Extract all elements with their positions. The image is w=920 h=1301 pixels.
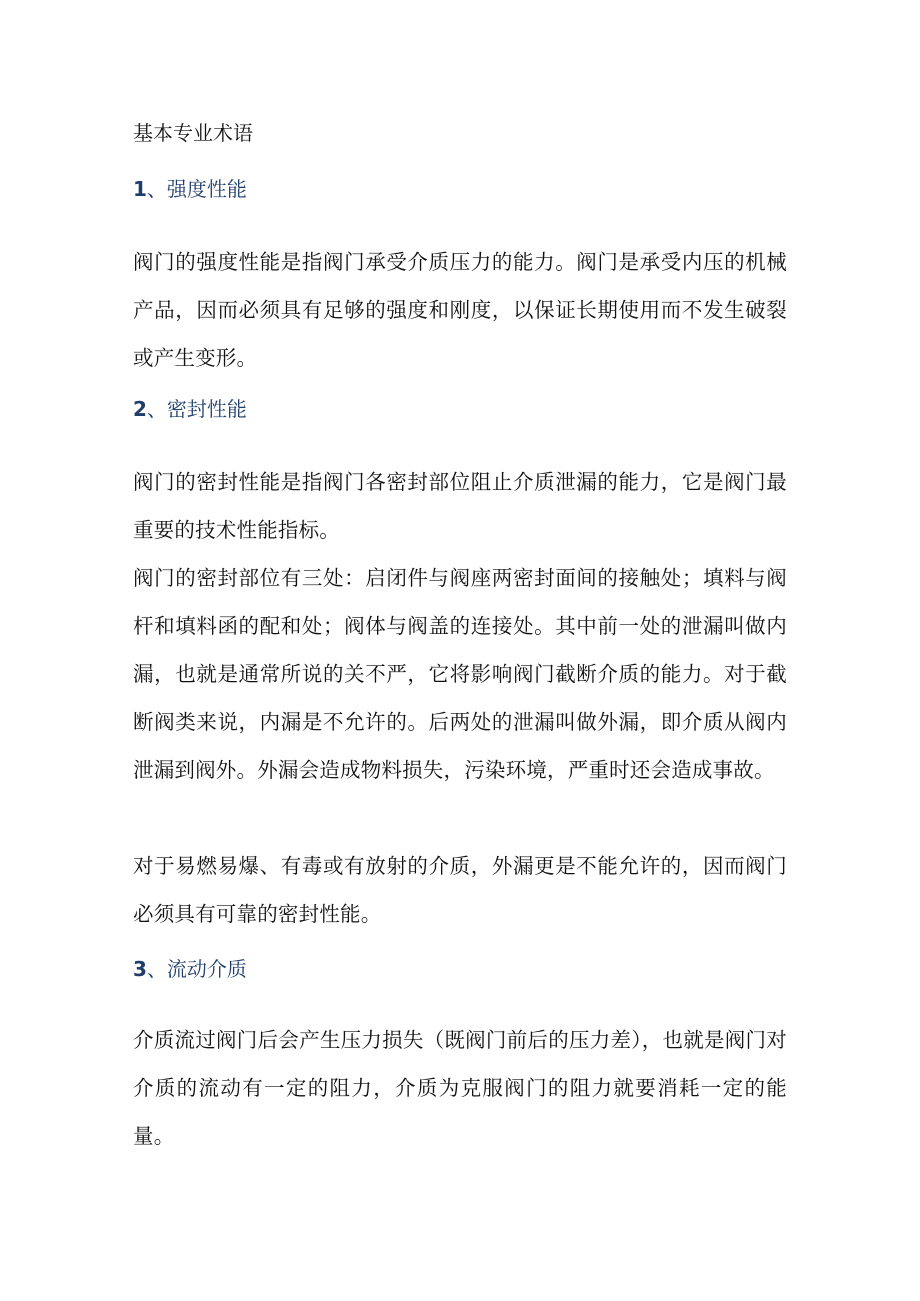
section-3-separator: 、 (146, 957, 167, 981)
section-1-paragraph-1: 阀门的强度性能是指阀门承受介质压力的能力。阀门是承受内压的机械产品，因而必须具有足够的强度和刚度，以保证长期使用而不发生破裂或产生变形。 (133, 250, 787, 370)
section-3-paragraph-1: 介质流过阀门后会产生压力损失（既阀门前后的压力差），也就是阀门对介质的流动有一定的阻力，介质为克服阀门的阻力就要消耗一定的能量。 (133, 1028, 787, 1148)
section-2-number: 2 (133, 397, 147, 421)
section-2-paragraph-2: 阀门的密封部位有三处：启闭件与阀座两密封面间的接触处；填料与阀杆和填料函的配和处；阀体与阀盖的连接处。其中前一处的泄漏叫做内漏，也就是通常所说的关不严，它将影响阀门截断介质的能力。对于截断阀类来说，内漏是不允许的。后两处的泄漏叫做外漏，即介质从阀内泄漏到阀外。外漏会造成物料损失，污染环境，严重时还会造成事故。 (133, 566, 787, 782)
section-3-title: 流动介质 (166, 957, 247, 981)
section-2-separator: 、 (146, 397, 167, 421)
section-3-heading (133, 954, 247, 984)
section-1-title: 强度性能 (166, 177, 247, 201)
section-2-title: 密封性能 (166, 397, 247, 421)
section-1-number: 1 (133, 177, 147, 201)
section-3-number: 3 (133, 957, 147, 981)
section-2-paragraph-3: 对于易燃易爆、有毒或有放射的介质，外漏更是不能允许的，因而阀门必须具有可靠的密封性能。 (133, 854, 787, 926)
document-title: 基本专业术语 (133, 121, 253, 145)
section-1-separator: 、 (146, 177, 167, 201)
section-1-heading (133, 174, 247, 204)
section-2-heading (133, 394, 247, 424)
section-2-paragraph-1: 阀门的密封性能是指阀门各密封部位阻止介质泄漏的能力，它是阀门最重要的技术性能指标。 (133, 470, 787, 542)
